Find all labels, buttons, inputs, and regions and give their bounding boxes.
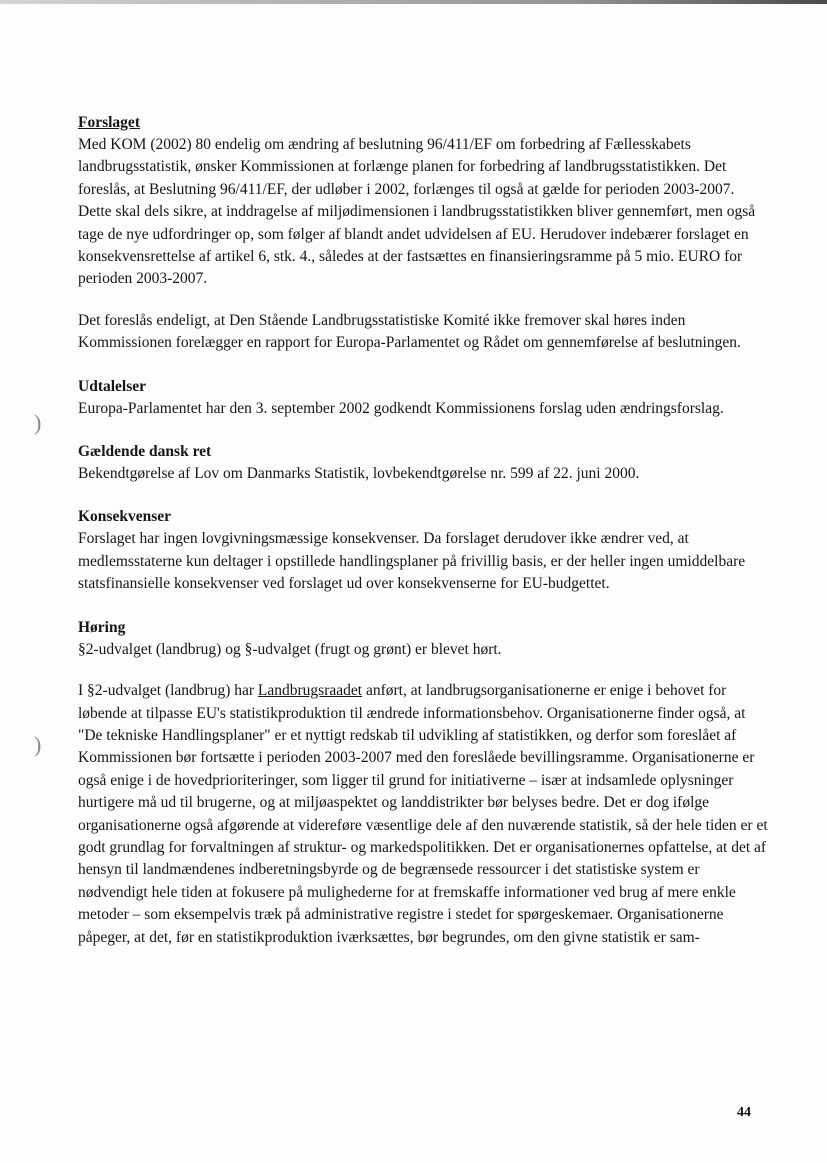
paragraph-forslaget-2: Det foreslås endeligt, at Den Stående Landbrugsstatistiske Komité ikke fremover skal høres inden Kommissionen forelægger en rapport for Europa-Parlamentet og Rådet om gennemførelse af beslutningen. xyxy=(78,311,741,352)
paragraph-landbrugsraadet-start: I §2-udvalget (landbrug) har xyxy=(78,682,258,700)
paragraph-udtalelser: Europa-Parlamentet har den 3. september 2002 godkendt Kommissionens forslag uden ændringsforslag. xyxy=(78,399,724,417)
section-forslaget xyxy=(78,112,768,355)
punch-hole-mark-upper: ) xyxy=(34,410,42,435)
paragraph-landbrugsraadet xyxy=(78,680,768,949)
heading-forslaget: Forslaget xyxy=(78,114,140,131)
heading-gaeldende-dansk-ret: Gældende dansk ret xyxy=(78,443,212,461)
page-number: 44 xyxy=(737,1105,751,1120)
heading-horing: Høring xyxy=(78,618,126,636)
paragraph-horing: §2-udvalget (landbrug) og §-udvalget (frugt og grønt) er blevet hørt. xyxy=(78,640,502,658)
section-gaeldende-dansk-ret xyxy=(78,441,768,485)
heading-udtalelser: Udtalelser xyxy=(78,377,147,395)
paragraph-gaeldende-dansk-ret: Bekendtgørelse af Lov om Danmarks Statistik, lovbekendtgørelse nr. 599 af 22. juni 2000. xyxy=(78,465,640,483)
paragraph-forslaget-1: Med KOM (2002) 80 endelig om ændring af beslutning 96/411/EF om forbedring af Fællesskabets landbrugsstatistik, ønsker Kommissionen at forlænge planen for forbedring af landbrugsstatistikken. Det foreslås, at Beslutning 96/411/EF, der udløber i 2002, forlænges til også at gælde for perioden 2003-2007. Dette skal dels sikre, at inddragelse af miljødimensionen i landbrugsstatistikken bliver gennemført, men også tage de nye udfordringer op, som følger af blandt andet udvidelsen af EU. Herudover indebærer forslaget en konsekvensrettelse af artikel 6, stk. 4., således at der fastsættes en finansieringsramme på 5 mio. EURO for perioden 2003-2007. xyxy=(78,136,756,288)
section-udtalelser xyxy=(78,376,768,420)
section-horing xyxy=(78,617,768,661)
landbrugsraadet-underlined: Landbrugsraadet xyxy=(257,682,363,700)
page-body xyxy=(78,112,768,949)
heading-konsekvenser: Konsekvenser xyxy=(78,508,171,526)
section-konsekvenser xyxy=(78,506,768,595)
paragraph-landbrugsraadet-rest: anført, at landbrugsorganisationerne er enige i behovet for løbende at tilpasse EU's statistikproduktion til ændrede informationsbehov. Organisationerne finder også, at "De tekniske Handlingsplaner" er et nyttigt redskab til udvikling af statistikken, og derfor som foreslået af Kommissionen bør fortsætte i perioden 2003-2007 med den foreslåede bevillingsramme. Organisationerne er også enige i de hovedprioriteringer, som ligger til grund for initiativerne – især at indsamlede oplysninger hurtigere må ud til brugerne, og at miljøaspektet og landdistrikter bør belyses bedre. Det er dog ifølge organisationerne også afgørende at videreføre væsentlige dele af den nuværende statistik, så der hele tiden er et godt grundlag for forvaltningen af struktur- og markedspolitikken. Det er organisationernes opfattelse, at det af hensyn til landmændenes indberetningsbyrde og de begrænsede ressourcer i det statistiske system er nødvendigt hele tiden at fokusere på mulighederne for at fremskaffe informationer ved brug af mere enkle metoder – som eksempelvis træk på administrative registre i stedet for spørgeskemaer. Organisationerne påpeger, at det, før en statistikproduktion iværksættes, bør begrundes, om den givne statistik er sam- xyxy=(78,682,768,946)
paragraph-konsekvenser: Forslaget har ingen lovgivningsmæssige konsekvenser. Da forslaget derudover ikke ændrer ved, at medlemsstaterne kun deltager i opstillede handlingsplaner på frivillig basis, er der heller ingen umiddelbare statsfinansielle konsekvenser ved forslaget ud over konsekvenserne for EU-budgettet. xyxy=(78,530,746,593)
punch-hole-mark-lower: ) xyxy=(34,732,42,757)
scan-top-edge xyxy=(0,0,827,4)
